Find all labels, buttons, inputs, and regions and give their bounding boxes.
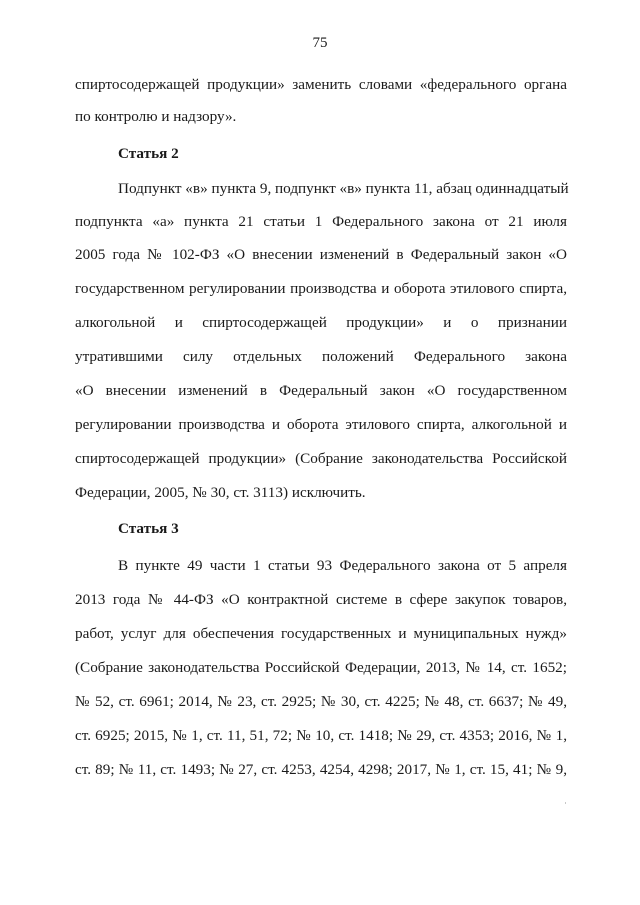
- paragraph-line: спиртосодержащей продукции» (Собрание законодательства Российской: [75, 450, 567, 467]
- paragraph-line: «О внесении изменений в Федеральный закон «О государственном: [75, 382, 567, 399]
- article-2-heading: Статья 2: [118, 145, 179, 162]
- paragraph-line: Подпункт «в» пункта 9, подпункт «в» пункта 11, абзац одиннадцатый: [118, 180, 569, 197]
- paragraph-line: регулировании производства и оборота этилового спирта, алкогольной и: [75, 416, 567, 433]
- paragraph-line: 2005 года № 102-ФЗ «О внесении изменений в Федеральный закон «О: [75, 246, 567, 263]
- paragraph-line: утратившими силу отдельных положений Федерального закона: [75, 348, 567, 365]
- paragraph-line: (Собрание законодательства Российской Федерации, 2013, № 14, ст. 1652;: [75, 659, 567, 676]
- article-3-heading: Статья 3: [118, 520, 179, 537]
- paragraph-line: подпункта «а» пункта 21 статьи 1 Федерального закона от 21 июля: [75, 213, 567, 230]
- page-number: 75: [312, 35, 328, 51]
- paragraph-line: ст. 89; № 11, ст. 1493; № 27, ст. 4253, 4254, 4298; 2017, № 1, ст. 15, 41; № 9,: [75, 761, 567, 778]
- scan-artifact: [565, 802, 566, 804]
- paragraph-line: алкогольной и спиртосодержащей продукции» и о признании: [75, 314, 567, 331]
- paragraph-line: спиртосодержащей продукции» заменить словами «федерального органа: [75, 76, 567, 93]
- paragraph-line: по контролю и надзору».: [75, 108, 237, 125]
- paragraph-line: ст. 6925; 2015, № 1, ст. 11, 51, 72; № 10, ст. 1418; № 29, ст. 4353; 2016, № 1,: [75, 727, 567, 744]
- paragraph-line: государственном регулировании производства и оборота этилового спирта,: [75, 280, 567, 297]
- paragraph-line: 2013 года № 44-ФЗ «О контрактной системе в сфере закупок товаров,: [75, 591, 567, 608]
- paragraph-line: Федерации, 2005, № 30, ст. 3113) исключить.: [75, 484, 366, 501]
- paragraph-line: работ, услуг для обеспечения государственных и муниципальных нужд»: [75, 625, 567, 642]
- paragraph-line: В пункте 49 части 1 статьи 93 Федерального закона от 5 апреля: [118, 557, 567, 574]
- paragraph-line: № 52, ст. 6961; 2014, № 23, ст. 2925; № 30, ст. 4225; № 48, ст. 6637; № 49,: [75, 693, 567, 710]
